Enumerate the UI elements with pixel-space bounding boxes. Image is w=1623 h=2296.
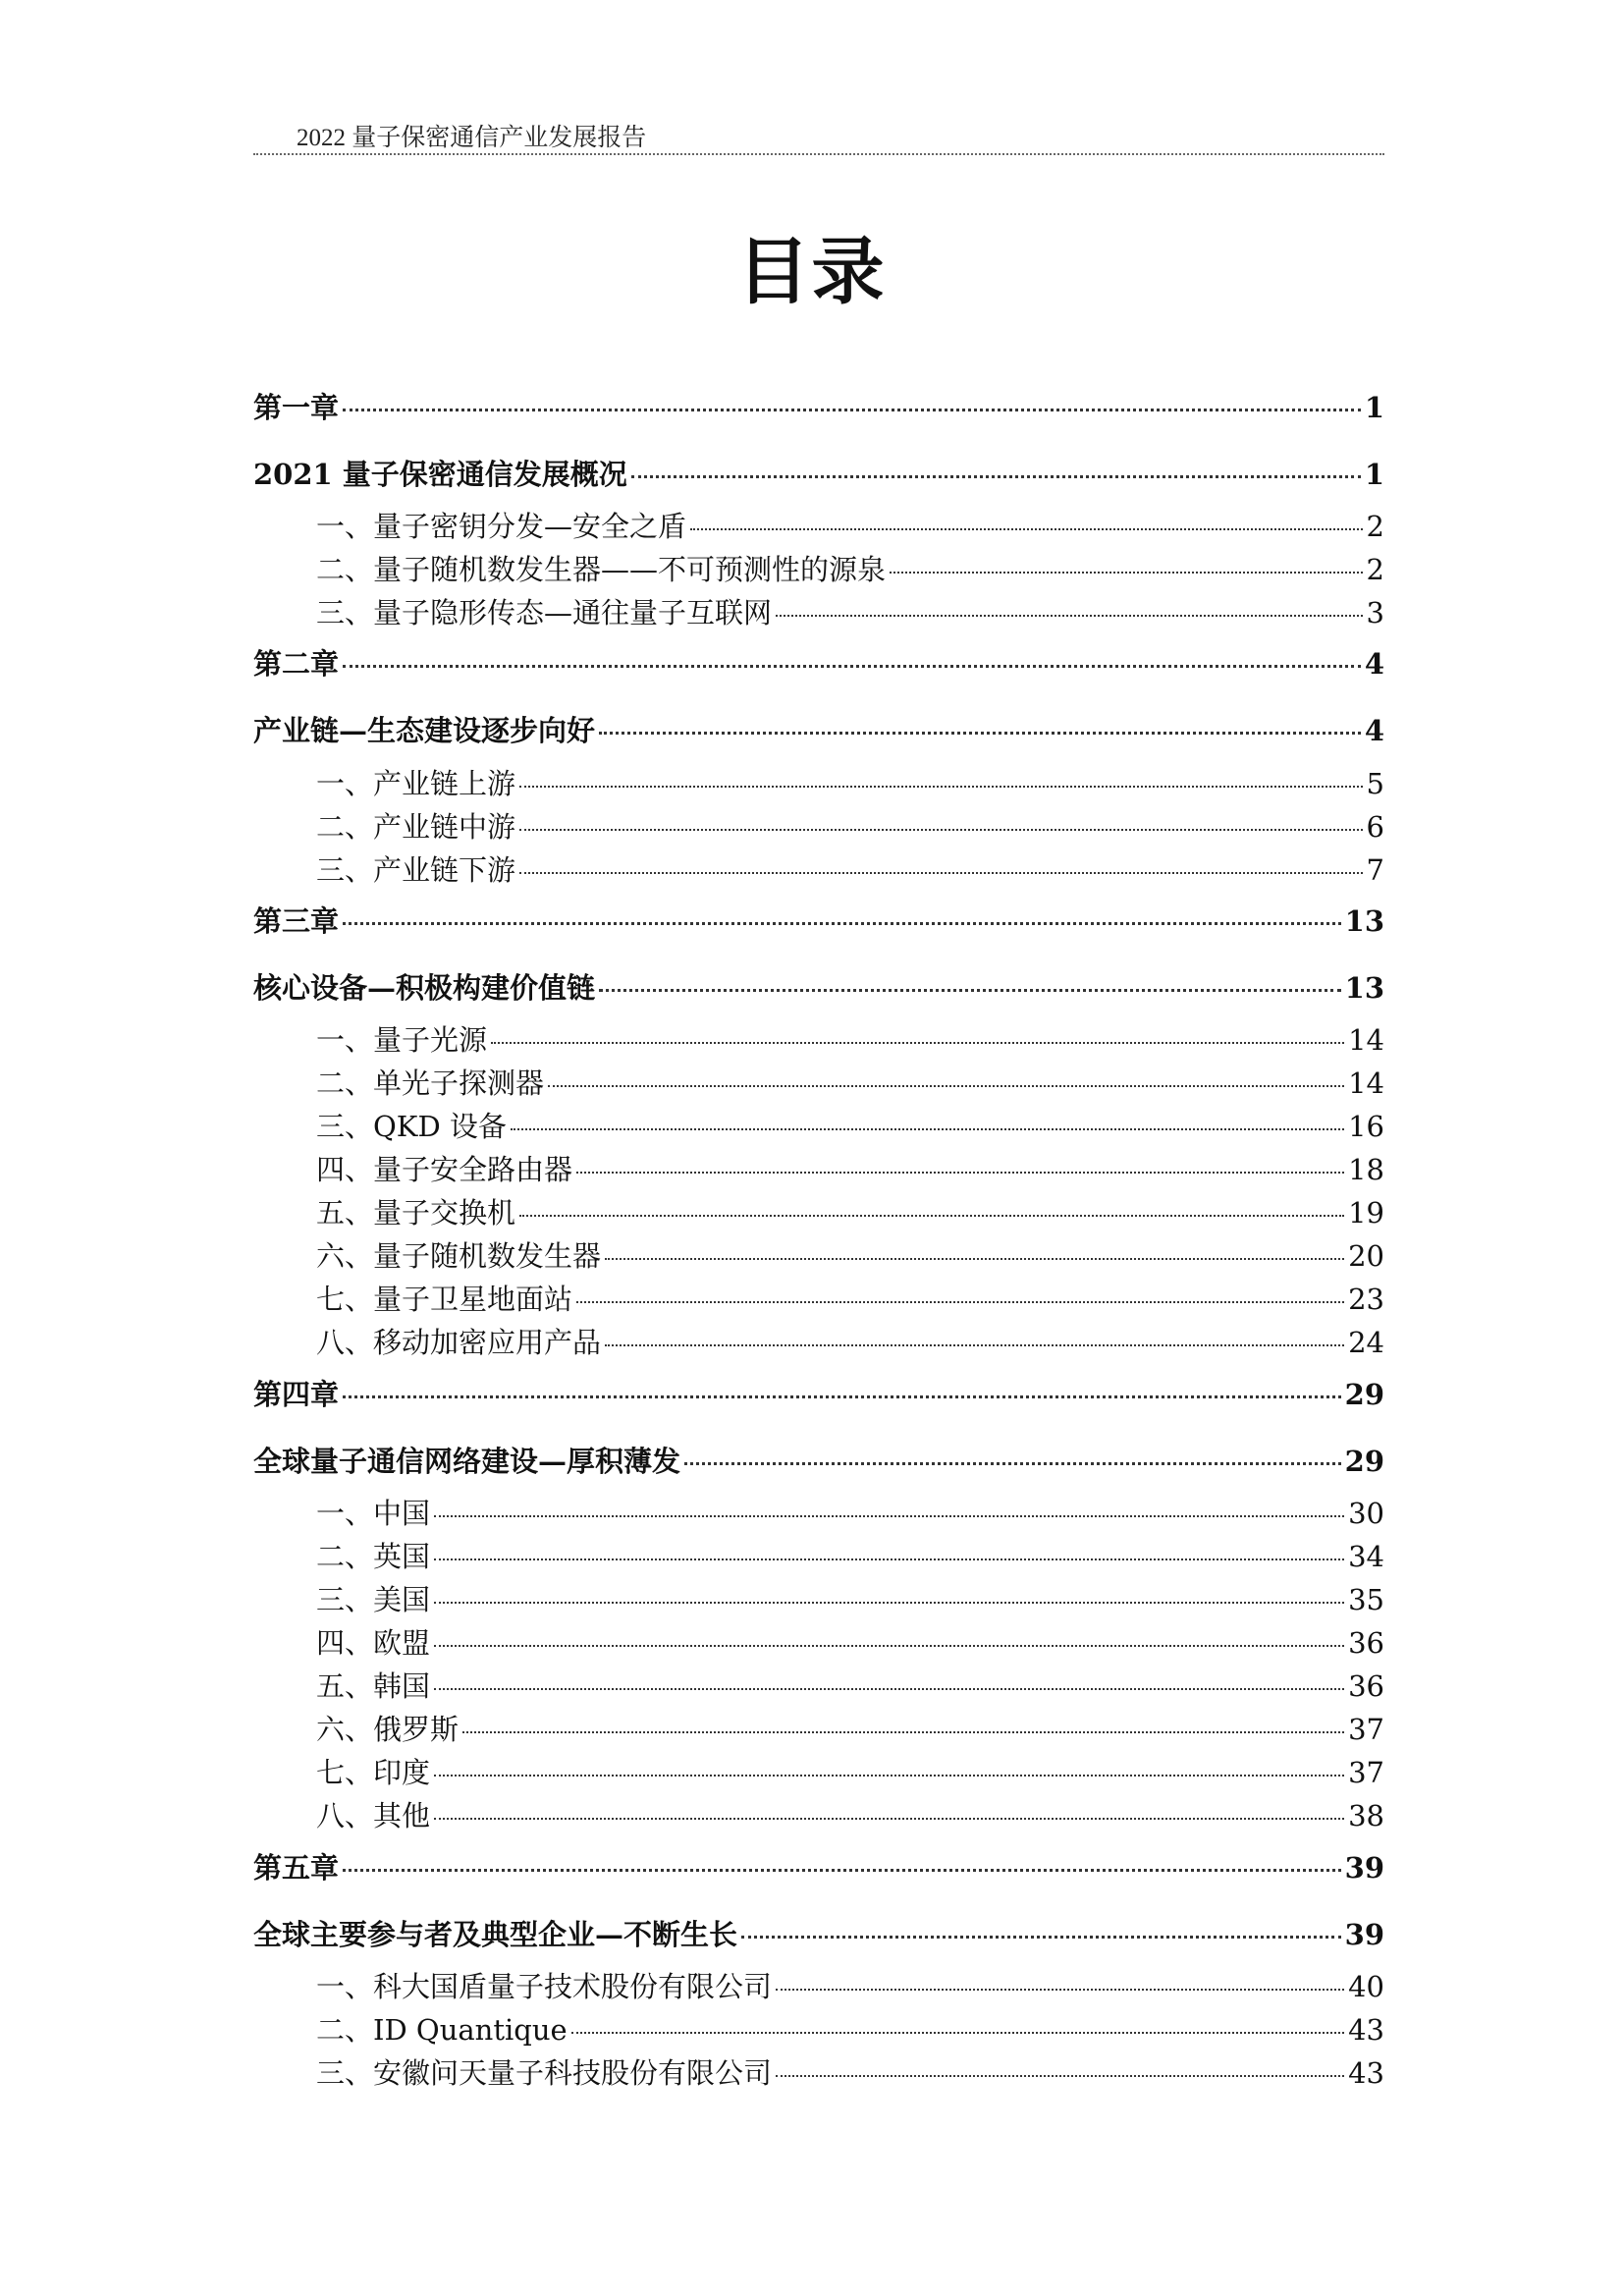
dot-leader <box>548 1085 1344 1087</box>
toc-entry-section[interactable] <box>316 1062 1384 1102</box>
toc-entry-chapter[interactable] <box>253 386 1384 426</box>
toc-entry-section[interactable] <box>316 1578 1384 1618</box>
toc-entry-label: 三、产业链下游 <box>316 853 516 887</box>
toc-entry-label: 四、欧盟 <box>316 1626 431 1660</box>
dot-leader <box>684 1462 1341 1465</box>
toc-entry-label: 第一章 <box>253 391 340 424</box>
toc-page-number: 5 <box>1366 767 1384 800</box>
toc-entry-section[interactable] <box>316 805 1384 846</box>
dot-leader <box>519 1215 1344 1217</box>
toc-entry-section[interactable] <box>316 2008 1384 2049</box>
toc-entry-section[interactable] <box>316 2051 1384 2092</box>
toc-entry-section[interactable] <box>316 1708 1384 1748</box>
dot-leader <box>605 1258 1344 1260</box>
toc-page-number: 29 <box>1344 1378 1384 1411</box>
toc-entry-label: 核心设备—积极构建价值链 <box>253 971 596 1005</box>
toc-page-number: 20 <box>1348 1239 1384 1273</box>
toc-entry-label: 第四章 <box>253 1378 340 1411</box>
toc-page-number: 6 <box>1366 810 1384 844</box>
toc-entry-label: 全球主要参与者及典型企业—不断生长 <box>253 1918 738 1951</box>
toc-entry-label: 第五章 <box>253 1851 340 1885</box>
dot-leader <box>491 1042 1344 1044</box>
toc-page-number: 34 <box>1348 1540 1384 1573</box>
toc-page-number: 18 <box>1348 1153 1384 1186</box>
toc-page-number: 30 <box>1348 1497 1384 1530</box>
dot-leader <box>434 1602 1344 1604</box>
toc-entry-label: 六、量子随机数发生器 <box>316 1239 602 1273</box>
header-text: 2022 量子保密通信产业发展报告 <box>297 125 647 151</box>
toc-entry-label: 三、量子隐形传态—通往量子互联网 <box>316 596 773 629</box>
toc-page-number: 1 <box>1364 391 1384 424</box>
toc-page-number: 23 <box>1348 1283 1384 1316</box>
toc-page-number: 2 <box>1366 510 1384 543</box>
dot-leader <box>519 786 1363 788</box>
dot-leader <box>511 1128 1344 1130</box>
toc-entry-chapter[interactable] <box>253 1846 1384 1886</box>
dot-leader <box>343 409 1361 411</box>
toc-page-number: 37 <box>1348 1756 1384 1789</box>
toc-page-number: 2 <box>1366 553 1384 586</box>
toc-page-number: 43 <box>1348 2013 1384 2047</box>
toc-page-number: 40 <box>1348 1970 1384 2003</box>
running-header <box>253 110 1384 155</box>
toc-entry-chapter[interactable] <box>253 1913 1384 1953</box>
dot-leader <box>776 2075 1344 2077</box>
toc-page-number: 36 <box>1348 1626 1384 1660</box>
dot-leader <box>434 1515 1344 1517</box>
toc-entry-section[interactable] <box>316 1234 1384 1275</box>
dot-leader <box>434 1688 1344 1690</box>
dot-leader <box>519 872 1363 874</box>
toc-page-number: 35 <box>1348 1583 1384 1616</box>
dot-leader <box>571 2032 1344 2034</box>
toc-entry-label: 二、量子随机数发生器——不可预测性的源泉 <box>316 553 887 586</box>
toc-entry-label: 七、量子卫星地面站 <box>316 1283 573 1316</box>
toc-page-number: 38 <box>1348 1799 1384 1832</box>
dot-leader <box>343 1869 1341 1872</box>
toc-entry-section[interactable] <box>316 1492 1384 1532</box>
toc-entry-label: 产业链—生态建设逐步向好 <box>253 714 596 747</box>
toc-entry-section[interactable] <box>316 548 1384 588</box>
dot-leader <box>434 1558 1344 1560</box>
toc-entry-label: 第二章 <box>253 647 340 681</box>
toc-entry-section[interactable] <box>316 848 1384 889</box>
toc-entry-section[interactable] <box>316 505 1384 545</box>
toc-entry-section[interactable] <box>316 1794 1384 1834</box>
toc-entry-label: 二、单光子探测器 <box>316 1066 545 1100</box>
dot-leader <box>434 1775 1344 1777</box>
dot-leader <box>605 1344 1344 1346</box>
toc-entry-label: 八、移动加密应用产品 <box>316 1326 602 1359</box>
dot-leader <box>690 528 1363 530</box>
dot-leader <box>599 732 1361 735</box>
toc-entry-label: 一、产业链上游 <box>316 767 516 800</box>
toc-entry-section[interactable] <box>316 1751 1384 1791</box>
toc-page-number: 37 <box>1348 1713 1384 1746</box>
dot-leader <box>776 1989 1344 1991</box>
toc-entry-chapter[interactable] <box>253 453 1384 493</box>
dot-leader <box>343 1395 1341 1398</box>
toc-entry-label: 全球量子通信网络建设—厚积薄发 <box>253 1445 681 1478</box>
toc-entry-label: 一、量子光源 <box>316 1023 488 1057</box>
toc-entry-chapter[interactable] <box>253 642 1384 683</box>
toc-entry-label: 三、安徽问天量子科技股份有限公司 <box>316 2056 773 2090</box>
toc-entry-section[interactable] <box>316 1191 1384 1231</box>
dot-leader <box>576 1172 1344 1174</box>
toc-page-number: 39 <box>1344 1851 1384 1885</box>
toc-entry-label: 七、印度 <box>316 1756 431 1789</box>
toc-entry-section[interactable] <box>316 1018 1384 1059</box>
toc-entry-chapter[interactable] <box>253 709 1384 749</box>
toc-entry-label: 一、科大国盾量子技术股份有限公司 <box>316 1970 773 2003</box>
toc-page-number: 13 <box>1344 904 1384 938</box>
dot-leader <box>599 989 1341 992</box>
toc-entry-label: 八、其他 <box>316 1799 431 1832</box>
dot-leader <box>576 1301 1344 1303</box>
toc-page-number: 16 <box>1348 1110 1384 1143</box>
toc-entry-label: 二、ID Quantique <box>316 2013 568 2047</box>
toc-entry-label: 五、量子交换机 <box>316 1196 516 1230</box>
dot-leader <box>343 922 1341 925</box>
toc-entry-label: 二、产业链中游 <box>316 810 516 844</box>
dot-leader <box>434 1818 1344 1820</box>
toc-page-number: 36 <box>1348 1669 1384 1703</box>
dot-leader <box>462 1731 1344 1733</box>
toc-entry-label: 第三章 <box>253 904 340 938</box>
toc-entry-section[interactable] <box>316 762 1384 802</box>
toc-entry-label: 五、韩国 <box>316 1669 431 1703</box>
toc-entry-label: 四、量子安全路由器 <box>316 1153 573 1186</box>
toc-entry-label: 一、中国 <box>316 1497 431 1530</box>
toc-page-number: 7 <box>1366 853 1384 887</box>
toc-page-number: 29 <box>1344 1445 1384 1478</box>
toc-entry-section[interactable] <box>316 1148 1384 1188</box>
dot-leader <box>741 1936 1341 1939</box>
toc-page-number: 1 <box>1364 458 1384 491</box>
dot-leader <box>890 572 1363 574</box>
dot-leader <box>631 475 1361 478</box>
dot-leader <box>519 829 1363 831</box>
toc-entry-section[interactable] <box>316 1278 1384 1318</box>
toc-page-number: 14 <box>1348 1066 1384 1100</box>
toc-entry-label: 二、英国 <box>316 1540 431 1573</box>
toc-page-number: 13 <box>1344 971 1384 1005</box>
toc-page-number: 24 <box>1348 1326 1384 1359</box>
toc-entry-chapter[interactable] <box>253 1440 1384 1480</box>
toc-entry-section[interactable] <box>316 1321 1384 1361</box>
toc-entry-label: 一、量子密钥分发—安全之盾 <box>316 510 687 543</box>
toc-entry-label: 三、美国 <box>316 1583 431 1616</box>
toc-entry-section[interactable] <box>316 591 1384 631</box>
toc-entry-section[interactable] <box>316 1965 1384 2005</box>
toc-entry-section[interactable] <box>316 1535 1384 1575</box>
toc-page-number: 43 <box>1348 2056 1384 2090</box>
toc-page-number: 4 <box>1364 647 1384 681</box>
toc-entry-chapter[interactable] <box>253 900 1384 940</box>
toc-page-number: 19 <box>1348 1196 1384 1230</box>
toc-page-number: 39 <box>1344 1918 1384 1951</box>
dot-leader <box>343 665 1361 668</box>
dot-leader <box>776 615 1363 617</box>
toc-entry-label: 2021 量子保密通信发展概况 <box>253 458 627 491</box>
toc-page-number: 4 <box>1364 714 1384 747</box>
toc-entry-section[interactable] <box>316 1621 1384 1662</box>
toc-entry-chapter[interactable] <box>253 1373 1384 1413</box>
toc-entry-section[interactable] <box>316 1105 1384 1145</box>
toc-page-number: 3 <box>1366 596 1384 629</box>
toc-page-number: 14 <box>1348 1023 1384 1057</box>
toc-entry-chapter[interactable] <box>253 966 1384 1007</box>
page-title: 目录 <box>736 230 887 314</box>
toc-entry-label: 六、俄罗斯 <box>316 1713 460 1746</box>
toc-entry-label: 三、QKD 设备 <box>316 1110 507 1143</box>
toc-entry-section[interactable] <box>316 1665 1384 1705</box>
dot-leader <box>434 1645 1344 1647</box>
